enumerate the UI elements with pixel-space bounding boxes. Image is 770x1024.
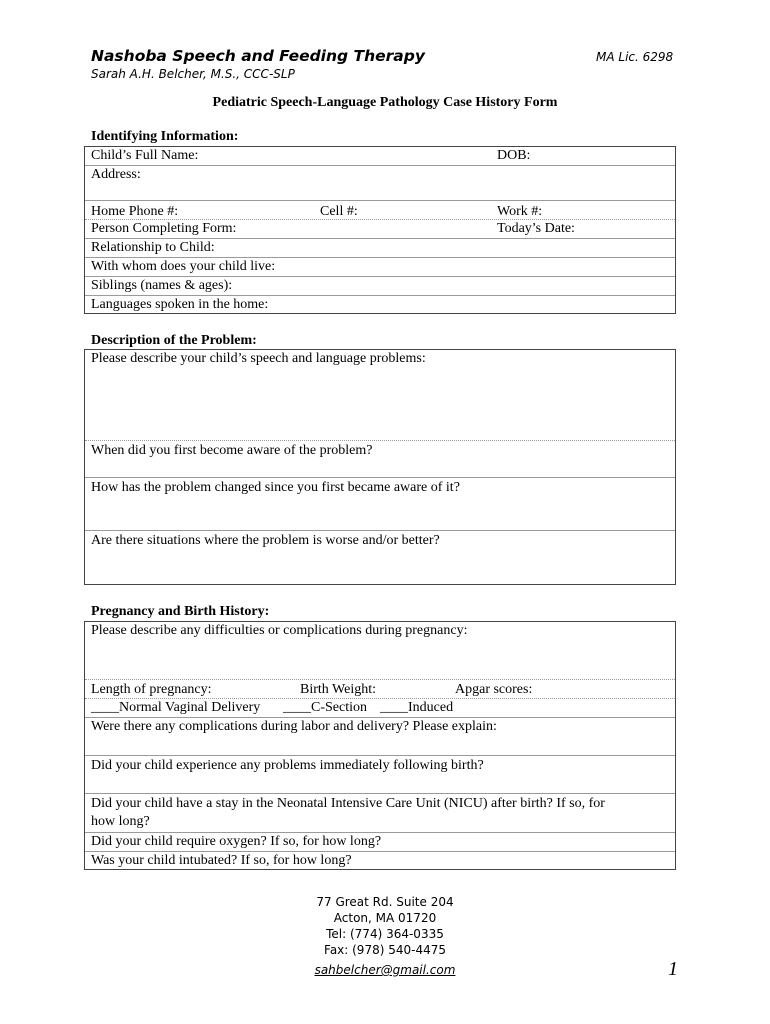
oxygen-row[interactable] bbox=[85, 833, 675, 852]
nicu-label-line1: Did your child have a stay in the Neonatal Intensive Care Unit (NICU) after birth? If so, for bbox=[91, 796, 605, 811]
changed-row[interactable] bbox=[85, 478, 675, 531]
lives-with-row[interactable] bbox=[85, 258, 675, 277]
home-phone-label: Home Phone #: bbox=[91, 204, 179, 219]
pregnancy-difficulties-row[interactable] bbox=[85, 622, 675, 680]
normal-delivery-label: ____Normal Vaginal Delivery bbox=[91, 700, 261, 715]
birth-weight-label: Birth Weight: bbox=[300, 682, 377, 697]
nicu-row[interactable] bbox=[85, 794, 675, 833]
person-completing-row[interactable] bbox=[85, 220, 675, 239]
license-number: MA Lic. 6298 bbox=[596, 50, 674, 64]
footer-tel: Tel: (774) 364-0335 bbox=[326, 927, 444, 941]
footer-email-wrap bbox=[0, 962, 770, 978]
intubated-row[interactable] bbox=[85, 852, 675, 869]
page-number: 1 bbox=[668, 958, 678, 980]
pregnancy-difficulties-label: Please describe any difficulties or complications during pregnancy: bbox=[91, 623, 468, 638]
section-title-identifying: Identifying Information: bbox=[91, 129, 239, 144]
labor-label: Were there any complications during labor and delivery? Please explain: bbox=[91, 719, 497, 734]
form-title: Pediatric Speech-Language Pathology Case History Form bbox=[212, 95, 558, 110]
identifying-box bbox=[84, 146, 676, 314]
intubated-label: Was your child intubated? If so, for how long? bbox=[91, 853, 352, 868]
footer-email-link[interactable]: sahbelcher@gmail.com bbox=[314, 963, 456, 977]
induced-label: ____Induced bbox=[380, 700, 454, 715]
situations-row[interactable] bbox=[85, 531, 675, 584]
changed-label: How has the problem changed since you first became aware of it? bbox=[91, 480, 460, 495]
child-name-row[interactable] bbox=[85, 147, 675, 166]
situations-label: Are there situations where the problem is worse and/or better? bbox=[91, 533, 440, 548]
section-title-pregnancy: Pregnancy and Birth History: bbox=[91, 604, 270, 619]
describe-problem-label: Please describe your child’s speech and language problems: bbox=[91, 351, 426, 366]
first-aware-row[interactable] bbox=[85, 441, 675, 478]
address-label: Address: bbox=[91, 167, 141, 182]
length-row[interactable] bbox=[85, 680, 675, 699]
footer-address-line1: 77 Great Rd. Suite 204 bbox=[316, 895, 454, 909]
delivery-row[interactable] bbox=[85, 699, 675, 718]
address-row[interactable] bbox=[85, 166, 675, 201]
siblings-row[interactable] bbox=[85, 277, 675, 296]
section-title-problem: Description of the Problem: bbox=[91, 333, 257, 348]
relationship-row[interactable] bbox=[85, 239, 675, 258]
siblings-label: Siblings (names & ages): bbox=[91, 278, 233, 293]
after-birth-label: Did your child experience any problems immediately following birth? bbox=[91, 758, 484, 773]
labor-row[interactable] bbox=[85, 718, 675, 756]
practice-name: Nashoba Speech and Feeding Therapy bbox=[91, 47, 425, 65]
after-birth-row[interactable] bbox=[85, 756, 675, 794]
problem-box bbox=[84, 349, 676, 585]
nicu-label-line2: how long? bbox=[91, 814, 150, 829]
first-aware-label: When did you first become aware of the problem? bbox=[91, 443, 373, 458]
dob-label: DOB: bbox=[497, 148, 531, 163]
languages-label: Languages spoken in the home: bbox=[91, 297, 269, 312]
todays-date-label: Today’s Date: bbox=[497, 221, 575, 236]
work-label: Work #: bbox=[497, 204, 543, 219]
lives-with-label: With whom does your child live: bbox=[91, 259, 276, 274]
cell-label: Cell #: bbox=[320, 204, 358, 219]
pregnancy-box bbox=[84, 621, 676, 870]
footer-address-line2: Acton, MA 01720 bbox=[333, 911, 437, 925]
phone-row[interactable] bbox=[85, 201, 675, 220]
person-completing-label: Person Completing Form: bbox=[91, 221, 237, 236]
oxygen-label: Did your child require oxygen? If so, for how long? bbox=[91, 834, 382, 849]
csection-label: ____C-Section bbox=[283, 700, 367, 715]
apgar-label: Apgar scores: bbox=[455, 682, 533, 697]
length-label: Length of pregnancy: bbox=[91, 682, 212, 697]
child-name-label: Child’s Full Name: bbox=[91, 148, 199, 163]
describe-problem-row[interactable] bbox=[85, 350, 675, 441]
languages-row[interactable] bbox=[85, 296, 675, 315]
footer-fax: Fax: (978) 540-4475 bbox=[324, 943, 446, 957]
clinician-name: Sarah A.H. Belcher, M.S., CCC-SLP bbox=[91, 67, 295, 81]
relationship-label: Relationship to Child: bbox=[91, 240, 215, 255]
